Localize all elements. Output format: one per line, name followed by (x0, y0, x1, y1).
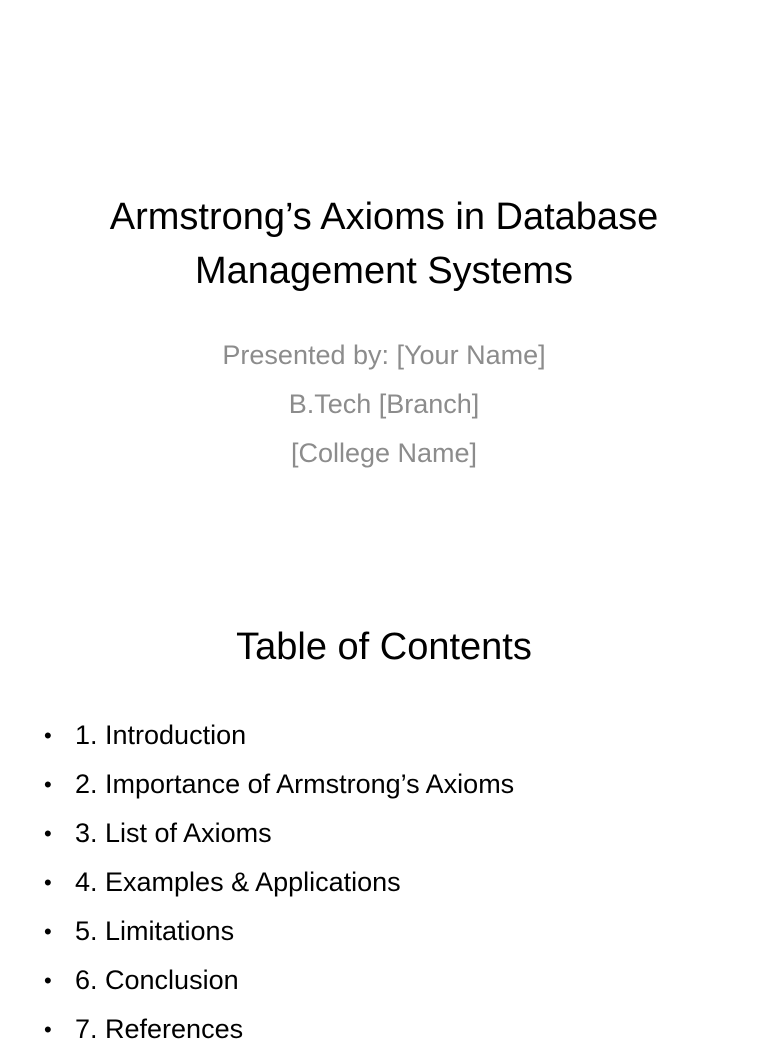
slide-title-line-1: Armstrong’s Axioms in Database (109, 196, 659, 238)
presenter-line: Presented by: [Your Name] (222, 340, 546, 370)
degree-line: B.Tech [Branch] (288, 389, 480, 419)
bullet-dot-icon: • (44, 723, 52, 748)
toc-item-label: 2. Importance of Armstrong’s Axioms (75, 769, 515, 799)
bullet-dot-icon: • (44, 1017, 52, 1042)
slide-title-line-2: Management Systems (194, 250, 574, 292)
college-line: [College Name] (290, 438, 478, 468)
toc-item (44, 907, 514, 956)
toc-item-label: 6. Conclusion (75, 965, 239, 995)
bullet-dot-icon: • (44, 772, 52, 797)
toc-item-label: 5. Limitations (75, 916, 235, 946)
toc-title: Table of Contents (236, 626, 532, 668)
toc-item (44, 809, 514, 858)
toc-item-label: 3. List of Axioms (75, 818, 272, 848)
toc-item-label: 4. Examples & Applications (75, 867, 401, 897)
toc-item (44, 858, 514, 907)
bullet-dot-icon: • (44, 919, 52, 944)
toc-item (44, 711, 514, 760)
toc-item-label: 1. Introduction (75, 720, 247, 750)
slide-title (40, 190, 728, 298)
bullet-dot-icon: • (44, 821, 52, 846)
toc-item (44, 956, 514, 1005)
bullet-dot-icon: • (44, 870, 52, 895)
toc-item (44, 1005, 514, 1054)
bullet-dot-icon: • (44, 968, 52, 993)
toc-slide (0, 596, 768, 1044)
toc-list (44, 711, 514, 1054)
toc-item (44, 760, 514, 809)
slide-subtitle (40, 331, 728, 478)
toc-item-label: 7. References (75, 1014, 244, 1044)
